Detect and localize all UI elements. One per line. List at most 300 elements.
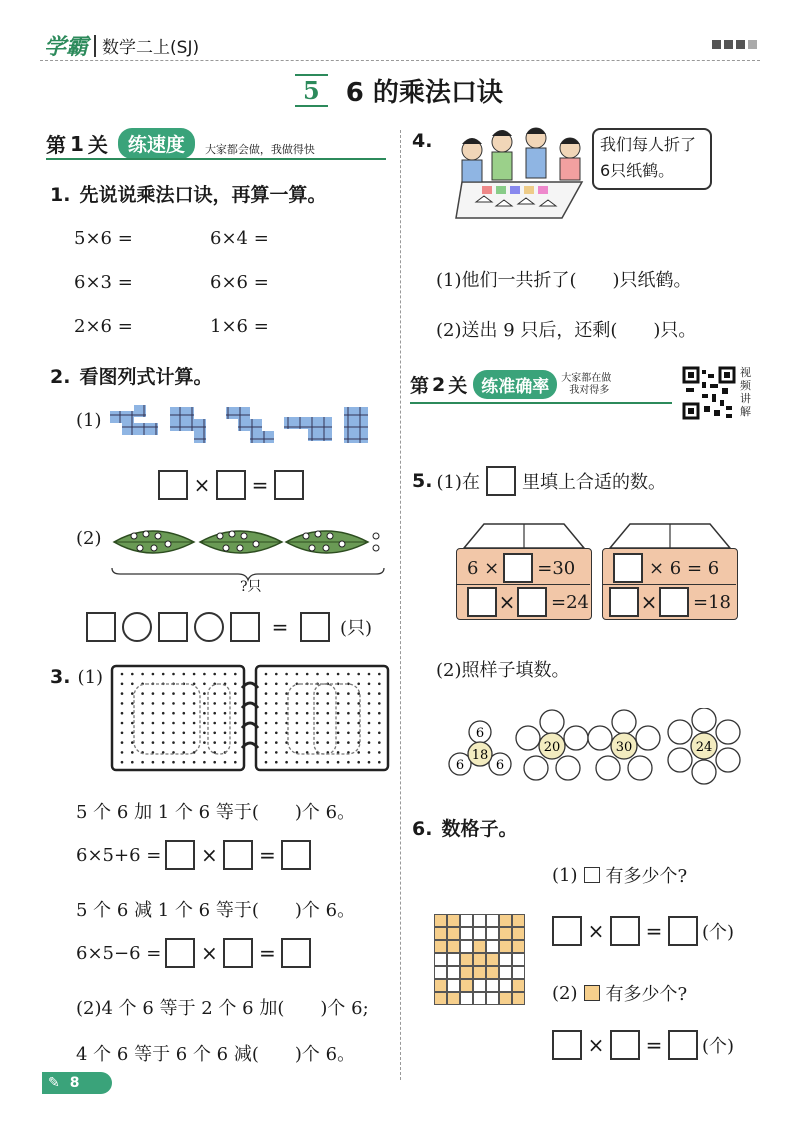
board-dot [337, 741, 340, 744]
board-dot [121, 712, 124, 715]
q6-grid [434, 914, 525, 1005]
answer-box[interactable] [610, 916, 640, 946]
board-dot [193, 673, 196, 676]
operator-circle[interactable] [122, 612, 152, 642]
board-dot [368, 683, 371, 686]
board-dot [152, 702, 155, 705]
board-dot [347, 722, 350, 725]
board-dot [121, 692, 124, 695]
board-dot [152, 741, 155, 744]
board-dot [234, 722, 237, 725]
board-dot [193, 692, 196, 695]
board-dot [378, 692, 381, 695]
board-dot [172, 712, 175, 715]
board-dot [213, 692, 216, 695]
q6-part1-question: (1) 有多少个? [552, 864, 688, 887]
board-dot [172, 692, 175, 695]
board-dot [203, 722, 206, 725]
board-dot [131, 702, 134, 705]
board-dot [193, 702, 196, 705]
board-dot [357, 683, 360, 686]
board-dot [234, 761, 237, 764]
q4-sub2: (2)送出 9 只后，还剩( )只。 [436, 320, 697, 341]
grid-cell [486, 927, 499, 940]
answer-box[interactable] [158, 470, 188, 500]
grid-cell [434, 953, 447, 966]
board-dot [193, 712, 196, 715]
board-dot [152, 673, 155, 676]
q4-number: 4. [412, 130, 433, 152]
board-dot [316, 692, 319, 695]
white-square-icon [584, 867, 600, 883]
board-dot [224, 741, 227, 744]
board-dot [275, 741, 278, 744]
q1-item: 1×6 = [210, 316, 269, 337]
column-divider [400, 130, 401, 1080]
answer-box[interactable] [552, 1030, 582, 1060]
leaf-icon [286, 531, 368, 553]
board-dot [368, 702, 371, 705]
board-dot [347, 761, 350, 764]
number-house: 6 × =30 × =24 [456, 548, 592, 620]
grid-cell [486, 953, 499, 966]
q3-line2: 6×5+6 = × = [76, 840, 311, 870]
board-dot [141, 692, 144, 695]
board-dot [234, 732, 237, 735]
subject-label: 数学二上(SJ) [102, 38, 200, 58]
board-dot [306, 692, 309, 695]
q4-children-illustration [452, 122, 592, 222]
answer-box[interactable] [223, 840, 253, 870]
board-dot [327, 732, 330, 735]
grid-cell [460, 940, 473, 953]
board-dot [183, 722, 186, 725]
board-dot [306, 673, 309, 676]
board-dot [141, 732, 144, 735]
board-dot [337, 732, 340, 735]
board-dot [172, 761, 175, 764]
board-dot [131, 761, 134, 764]
board-dot [162, 741, 165, 744]
number-house-roof [454, 520, 594, 550]
board-dot [327, 741, 330, 744]
tetromino-shape [226, 407, 274, 443]
footer-page-tab [42, 1072, 112, 1094]
board-dot [368, 761, 371, 764]
board-dot [213, 761, 216, 764]
board-dot [296, 712, 299, 715]
grid-cell [473, 966, 486, 979]
board-dot [306, 761, 309, 764]
board-dot [131, 692, 134, 695]
board-dot [368, 673, 371, 676]
answer-box[interactable] [223, 938, 253, 968]
tetromino-shape [284, 417, 332, 441]
q6-part2-equation: × = (个) [552, 1030, 734, 1060]
board-dot [203, 702, 206, 705]
grid-cell [460, 953, 473, 966]
board-dot [141, 673, 144, 676]
petal-value: 6 [475, 726, 485, 741]
board-dot [121, 761, 124, 764]
page-number: 8 [69, 1075, 80, 1091]
board-dot [193, 722, 196, 725]
q6-part1-equation: × = (个) [552, 916, 734, 946]
flower-blank[interactable] [516, 710, 588, 780]
answer-box[interactable] [668, 916, 698, 946]
board-dot [347, 741, 350, 744]
board-dot [224, 712, 227, 715]
grid-cell [473, 992, 486, 1005]
board-dot [203, 692, 206, 695]
grid-cell [434, 914, 447, 927]
board-dot [265, 761, 268, 764]
flower-blank[interactable] [668, 708, 740, 784]
board-dot [193, 732, 196, 735]
header-rule [40, 60, 760, 61]
board-dot [285, 673, 288, 676]
board-dot [172, 702, 175, 705]
board-dot [183, 692, 186, 695]
board-dot [203, 673, 206, 676]
board-dot [368, 712, 371, 715]
board-dot [152, 751, 155, 754]
board-dot [234, 692, 237, 695]
grid-cell [499, 966, 512, 979]
lesson-number-badge: 5 [295, 74, 328, 107]
board-dot [316, 712, 319, 715]
board-dot [234, 683, 237, 686]
answer-box[interactable] [165, 840, 195, 870]
board-dot [337, 702, 340, 705]
answer-box[interactable] [610, 1030, 640, 1060]
grid-cell [434, 940, 447, 953]
tetromino-shape [110, 405, 158, 435]
board-dot [347, 673, 350, 676]
board-dot [327, 761, 330, 764]
board-dot [347, 692, 350, 695]
answer-box[interactable] [659, 587, 689, 617]
answer-box[interactable] [517, 587, 547, 617]
grid-cell [486, 966, 499, 979]
child-icon [526, 128, 546, 178]
board-dot [347, 712, 350, 715]
board-dot [327, 692, 330, 695]
grid-cell [499, 992, 512, 1005]
answer-box[interactable] [609, 587, 639, 617]
board-dot [121, 683, 124, 686]
grid-cell [434, 966, 447, 979]
q6-part2-question: (2) 有多少个? [552, 982, 688, 1005]
grid-cell [499, 953, 512, 966]
board-dot [183, 741, 186, 744]
lesson-title-text: 6 的乘法口诀 [345, 78, 503, 108]
board-dot [141, 712, 144, 715]
board-dot [378, 683, 381, 686]
board-dot [316, 702, 319, 705]
board-dot [337, 761, 340, 764]
board-dot [183, 702, 186, 705]
board-dot [285, 683, 288, 686]
board-dot [378, 761, 381, 764]
board-dot [213, 702, 216, 705]
q3-number: 3. (1) [50, 666, 104, 688]
grid-cell [512, 940, 525, 953]
board-dot [285, 751, 288, 754]
grid-cell [512, 914, 525, 927]
board-dot [265, 741, 268, 744]
board-dot [203, 683, 206, 686]
board-dot [337, 692, 340, 695]
q1-item: 6×6 = [210, 272, 269, 293]
board-dot [172, 732, 175, 735]
board-dot [183, 732, 186, 735]
board-dot [357, 673, 360, 676]
board-dot [203, 732, 206, 735]
q1-item: 6×4 = [210, 228, 269, 249]
grid-cell [434, 927, 447, 940]
grid-cell [499, 940, 512, 953]
qr-code-icon[interactable] [682, 366, 736, 420]
grid-cell [512, 992, 525, 1005]
grid-cell [486, 992, 499, 1005]
board-dot [378, 741, 381, 744]
grid-cell [473, 914, 486, 927]
board-dot [306, 741, 309, 744]
answer-box[interactable] [230, 612, 260, 642]
q2-part2-label: (2) [76, 528, 102, 549]
answer-box[interactable] [86, 612, 116, 642]
grid-cell [460, 914, 473, 927]
q4-speech-bubble: 我们每人折了 6只纸鹤。 [592, 128, 712, 190]
board-dot [162, 761, 165, 764]
board-dot [152, 761, 155, 764]
board-dot [234, 712, 237, 715]
board-dot [203, 712, 206, 715]
grid-cell [460, 979, 473, 992]
level2-name-pill: 练准确率 [473, 370, 557, 399]
board-dot [162, 712, 165, 715]
q5-part2: (2)照样子填数。 [436, 660, 570, 681]
flower-example [449, 721, 511, 775]
board-dot [275, 673, 278, 676]
grid-cell [473, 940, 486, 953]
board-dot [296, 692, 299, 695]
child-icon [492, 130, 512, 180]
board-dot [152, 712, 155, 715]
grid-cell [447, 966, 460, 979]
grid-cell [460, 927, 473, 940]
petal-value: 6 [455, 758, 465, 773]
answer-box[interactable] [613, 553, 643, 583]
grid-cell [447, 953, 460, 966]
board-dot [193, 761, 196, 764]
board-dot [121, 751, 124, 754]
board-dot [234, 702, 237, 705]
grid-cell [473, 927, 486, 940]
board-dot [357, 751, 360, 754]
q5-intro: 5. (1)在 里填上合适的数。 [412, 466, 666, 496]
board-dot [296, 741, 299, 744]
board-dot [183, 761, 186, 764]
q1-item: 2×6 = [74, 316, 133, 337]
child-icon [462, 138, 482, 182]
board-dot [162, 751, 165, 754]
board-dot [203, 761, 206, 764]
board-dot [306, 722, 309, 725]
level1-name-pill: 练速度 [118, 128, 195, 159]
qr-caption: 视频讲解 [740, 366, 751, 418]
board-dot [265, 722, 268, 725]
flowers-row [440, 708, 750, 786]
board-dot [265, 751, 268, 754]
board-dot [327, 712, 330, 715]
board-dot [131, 741, 134, 744]
grid-cell [499, 914, 512, 927]
board-dot [162, 722, 165, 725]
leaf-icon [200, 531, 282, 553]
header-marks [712, 40, 757, 49]
board-dot [193, 741, 196, 744]
board-dot [306, 751, 309, 754]
grid-cell [473, 979, 486, 992]
q1-item: 5×6 = [74, 228, 133, 249]
board-dot [213, 722, 216, 725]
tetromino-shape [344, 407, 368, 443]
board-dot [121, 722, 124, 725]
board-dot [296, 732, 299, 735]
board-dot [275, 712, 278, 715]
q1-title: 1. 先说说乘法口诀，再算一算。 [50, 184, 327, 206]
board-dot [172, 741, 175, 744]
flower-blank[interactable] [588, 710, 660, 780]
board-dot [296, 702, 299, 705]
q2-title: 2. 看图列式计算。 [50, 366, 213, 388]
level2-banner: 第 2 关 练准确率 大家都在做 我对得多 [410, 370, 680, 399]
lesson-title [295, 72, 503, 109]
petal-value: 6 [495, 758, 505, 773]
board-dot [357, 712, 360, 715]
grid-cell [460, 966, 473, 979]
board-dot [327, 673, 330, 676]
board-dot [203, 741, 206, 744]
board-dot [368, 692, 371, 695]
answer-box[interactable] [158, 612, 188, 642]
answer-box[interactable] [552, 916, 582, 946]
board-dot [224, 673, 227, 676]
q6-title: 6. 数格子。 [412, 818, 518, 840]
board-dot [265, 712, 268, 715]
q3-line1: 5 个 6 加 1 个 6 等于( )个 6。 [76, 802, 356, 823]
board-dot [121, 741, 124, 744]
board-dot [224, 692, 227, 695]
tetromino-shape [170, 407, 206, 443]
board-dot [337, 751, 340, 754]
answer-box[interactable] [216, 470, 246, 500]
q3-line3: 5 个 6 减 1 个 6 等于( )个 6。 [76, 900, 356, 921]
board-dot [162, 732, 165, 735]
answer-box[interactable] [467, 587, 497, 617]
board-dot [131, 683, 134, 686]
grid-cell [512, 953, 525, 966]
grid-cell [512, 927, 525, 940]
operator-circle[interactable] [194, 612, 224, 642]
answer-box[interactable] [281, 840, 311, 870]
board-dot [316, 741, 319, 744]
board-dot [327, 722, 330, 725]
answer-box[interactable] [668, 1030, 698, 1060]
board-dot [234, 673, 237, 676]
child-icon [560, 138, 580, 180]
q2-brace-label: ?只 [240, 579, 262, 595]
answer-box[interactable] [503, 553, 533, 583]
board-dot [378, 751, 381, 754]
board-dot [265, 683, 268, 686]
flower-center-value: 18 [471, 748, 489, 763]
answer-box[interactable] [274, 470, 304, 500]
board-dot [296, 761, 299, 764]
board-dot [265, 732, 268, 735]
board-dot [172, 751, 175, 754]
board-dot [378, 732, 381, 735]
board-dot [121, 732, 124, 735]
grid-cell [486, 979, 499, 992]
board-dot [337, 722, 340, 725]
board-dot [306, 732, 309, 735]
board-dot [121, 702, 124, 705]
board-dot [275, 692, 278, 695]
grid-cell [486, 940, 499, 953]
board-dot [224, 732, 227, 735]
header-brand [44, 30, 199, 61]
board-dot [162, 702, 165, 705]
answer-box[interactable] [281, 938, 311, 968]
board-dot [152, 692, 155, 695]
answer-box[interactable] [165, 938, 195, 968]
board-dot [378, 673, 381, 676]
board-dot [131, 673, 134, 676]
board-dot [265, 673, 268, 676]
q3-dot-board [110, 664, 390, 774]
board-dot [213, 741, 216, 744]
q3-line5: (2)4 个 6 等于 2 个 6 加( )个 6; [76, 998, 369, 1019]
grid-cell [499, 927, 512, 940]
flower-center-value: 20 [543, 740, 561, 755]
number-house: × 6 = 6 × =18 [602, 548, 738, 620]
q4-sub1: (1)他们一共折了( )只纸鹤。 [436, 270, 692, 291]
board-dot [172, 722, 175, 725]
q2-part2-equation: = (只) [86, 612, 372, 642]
grid-cell [447, 914, 460, 927]
board-dot [327, 702, 330, 705]
board-dot [275, 732, 278, 735]
board-dot [275, 702, 278, 705]
grid-cell [434, 992, 447, 1005]
board-dot [368, 751, 371, 754]
number-house-roof [600, 520, 740, 550]
board-dot [368, 741, 371, 744]
board-dot [152, 732, 155, 735]
grid-cell [512, 966, 525, 979]
board-dot [131, 712, 134, 715]
board-dot [131, 732, 134, 735]
board-dot [347, 732, 350, 735]
leaf-icon [114, 531, 194, 553]
answer-box[interactable] [300, 612, 330, 642]
board-dot [183, 751, 186, 754]
board-dot [378, 722, 381, 725]
board-dot [275, 751, 278, 754]
